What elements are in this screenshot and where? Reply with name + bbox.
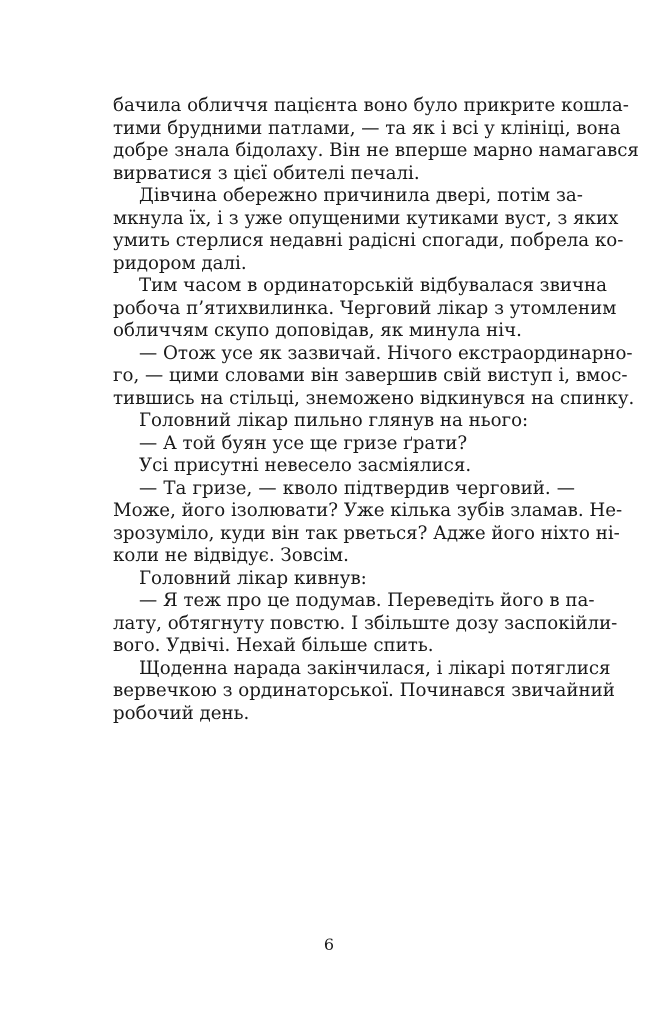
text-line: вого. Удвічі. Нехай більше спить. <box>113 635 434 656</box>
text-line: Головний лікар кивнув: <box>139 567 367 589</box>
text-line: Головний лікар пильно глянув на нього: <box>139 410 529 431</box>
text-line: го, — цими словами він завершив свій виступ і, вмос- <box>113 365 628 386</box>
paragraph <box>113 657 615 726</box>
text-line: коли не відвідує. Зовсім. <box>113 545 349 566</box>
text-line: вервечкою з ординаторської. Починався звичайний <box>113 680 615 701</box>
paragraph <box>113 410 575 433</box>
paragraph <box>113 568 575 591</box>
text-line: зрозуміло, куди він так рветься? Адже його ніхто ні- <box>113 522 620 544</box>
text-line: ридором далі. <box>113 252 247 274</box>
page-number: 6 <box>323 935 335 954</box>
paragraph <box>113 342 635 411</box>
text-line: — Я теж про це подумав. Переведіть його в па- <box>139 590 595 611</box>
text-line: Тим часом в ординаторській відбувалася звична <box>139 275 607 296</box>
text-line: вирватися з цієї обителі печалі. <box>113 162 420 184</box>
text-line: — Отож усе як зазвичай. Нічого екстраординарно- <box>139 342 633 364</box>
page-body-text <box>113 95 639 725</box>
paragraph <box>113 590 618 658</box>
text-line: робочий день. <box>113 702 250 724</box>
text-line: тившись на стільці, знеможено відкинувся на спинку. <box>113 387 635 409</box>
text-line: добре знала бідолаху. Він не вперше марно намагався <box>113 140 639 161</box>
paragraph <box>113 275 617 343</box>
paragraph <box>113 477 623 568</box>
text-line: мкнула їх, і з уже опущеними кутиками вуст, з яких <box>113 207 619 229</box>
text-line: — Та гризе, — кволо підтвердив черговий. — <box>139 477 575 499</box>
text-line: Дівчина обережно причинила двері, потім за- <box>139 185 583 206</box>
text-line: Може, його ізолювати? Уже кілька зубів зламав. Не- <box>113 500 623 521</box>
text-line: Щоденна нарада закінчилася, і лікарі потяглися <box>139 657 611 679</box>
paragraph <box>113 95 639 185</box>
text-line: тими брудними патлами, — та як і всі у клініці, вона <box>113 117 621 139</box>
text-line: лату, обтягнуту повстю. І збільште дозу заспокійли- <box>113 612 618 634</box>
text-line: бачила обличчя пацієнта воно було прикрите кошла- <box>113 95 629 116</box>
text-line: умить стерлися недавні радісні спогади, побрела ко- <box>113 230 624 251</box>
paragraph <box>113 433 575 456</box>
text-line: — А той буян усе ще гризе ґрати? <box>139 432 468 454</box>
text-line: Усі присутні невесело засміялися. <box>139 455 472 476</box>
paragraph <box>113 455 575 478</box>
text-line: обличчям скупо доповідав, як минула ніч. <box>113 320 522 341</box>
text-line: робоча п’ятихвилинка. Черговий лікар з утомленим <box>113 297 617 319</box>
paragraph <box>113 185 624 275</box>
